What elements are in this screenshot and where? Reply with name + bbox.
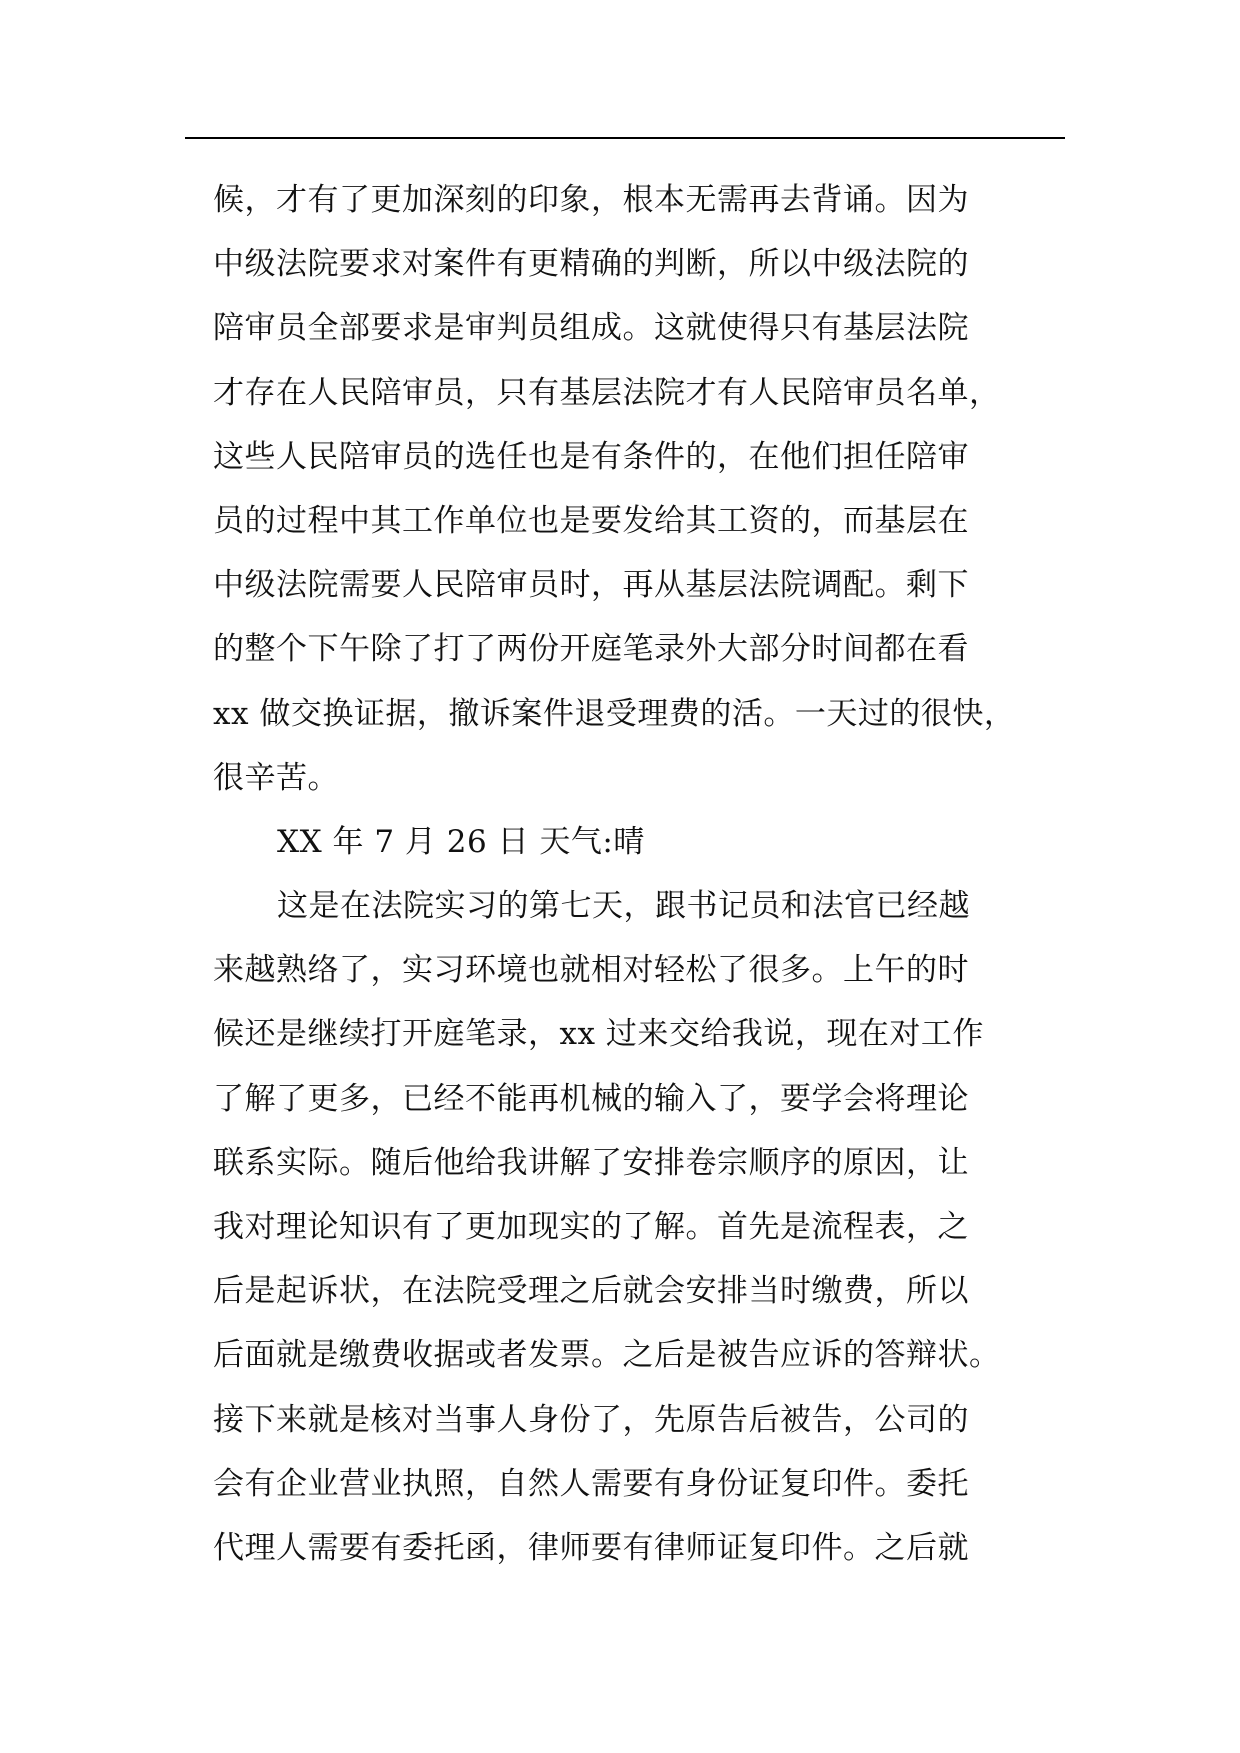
document-body <box>213 168 1073 1580</box>
text-line: 候，才有了更加深刻的印象，根本无需再去背诵。因为 <box>213 182 969 218</box>
text-line: 很辛苦。 <box>213 759 339 796</box>
text-line: 才存在人民陪审员，只有基层法院才有人民陪审员名单， <box>213 374 1001 411</box>
header-rule <box>185 137 1065 139</box>
text-line: 陪审员全部要求是审判员组成。这就使得只有基层法院 <box>213 310 969 347</box>
text-line: 候还是继续打开庭笔录，xx 过来交给我说，现在对工作 <box>213 1016 984 1053</box>
text-line: 中级法院需要人民陪审员时，再从基层法院调配。剩下 <box>213 567 969 604</box>
text-line: 后面就是缴费收据或者发票。之后是被告应诉的答辩状。 <box>213 1337 1001 1374</box>
text-line: 接下来就是核对当事人身份了，先原告后被告，公司的 <box>213 1401 969 1438</box>
text-line: 后是起诉状，在法院受理之后就会安排当时缴费，所以 <box>213 1273 969 1310</box>
text-line: 了解了更多，已经不能再机械的输入了，要学会将理论 <box>213 1080 969 1117</box>
diary-date-heading: XX 年 7 月 26 日 天气:晴 <box>277 823 645 860</box>
paragraph-start-line: 这是在法院实习的第七天，跟书记员和法官已经越 <box>277 888 970 925</box>
text-line: 会有企业营业执照，自然人需要有身份证复印件。委托 <box>213 1465 969 1502</box>
text-line: 员的过程中其工作单位也是要发给其工资的，而基层在 <box>213 502 969 539</box>
text-line: 中级法院要求对案件有更精确的判断，所以中级法院的 <box>213 246 969 283</box>
text-line: 联系实际。随后他给我讲解了安排卷宗顺序的原因，让 <box>213 1144 969 1181</box>
text-line: 来越熟络了，实习环境也就相对轻松了很多。上午的时 <box>213 952 969 989</box>
text-line: 这些人民陪审员的选任也是有条件的，在他们担任陪审 <box>213 438 969 475</box>
text-line: 我对理论知识有了更加现实的了解。首先是流程表，之 <box>213 1209 969 1245</box>
text-line: 代理人需要有委托函，律师要有律师证复印件。之后就 <box>213 1529 969 1566</box>
text-line: 的整个下午除了打了两份开庭笔录外大部分时间都在看 <box>213 631 969 668</box>
text-line: xx 做交换证据，撤诉案件退受理费的活。一天过的很快， <box>213 695 1016 732</box>
